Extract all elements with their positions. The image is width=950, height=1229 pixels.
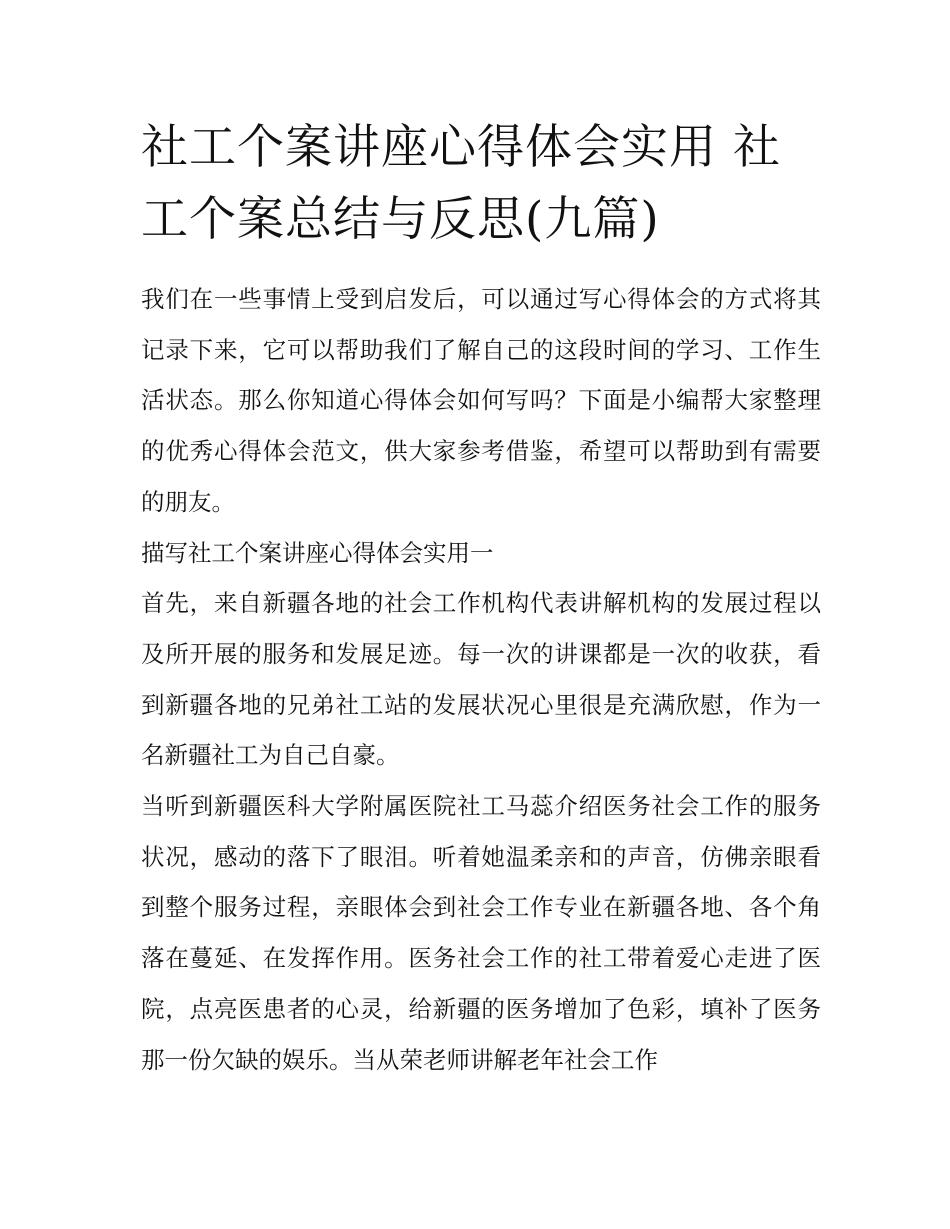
section-heading: 描写社工个案讲座心得体会实用一 <box>141 538 494 567</box>
intro-paragraph: 我们在一些事情上受到启发后，可以通过写心得体会的方式将其记录下来，它可以帮助我们了解自己的这段时间的学习、工作生活状态。那么你知道心得体会如何写吗？下面是小编帮大家整理的优秀心得体会范文，供大家参考借鉴，希望可以帮助到有需要的朋友。 <box>141 285 821 516</box>
document-title: 社工个案讲座心得体会实用 社工个案总结与反思(九篇) <box>141 120 781 247</box>
document-body <box>141 112 821 1085</box>
body-paragraph-1: 首先，来自新疆各地的社会工作机构代表讲解机构的发展过程以及所开展的服务和发展足迹。每一次的讲课都是一次的收获，看到新疆各地的兄弟社工站的发展状况心里很是充满欣慰，作为一名新疆社工为自己自豪。 <box>141 589 821 770</box>
body-paragraph-2: 当听到新疆医科大学附属医院社工马蕊介绍医务社会工作的服务状况，感动的落下了眼泪。听着她温柔亲和的声音，仿佛亲眼看到整个服务过程，亲眼体会到社会工作专业在新疆各地、各个角落在蔓延、在发挥作用。医务社会工作的社工带着爱心走进了医院，点亮医患者的心灵，给新疆的医务增加了色彩，填补了医务那一份欠缺的娱乐。当从荣老师讲解老年社会工作 <box>141 792 821 1074</box>
